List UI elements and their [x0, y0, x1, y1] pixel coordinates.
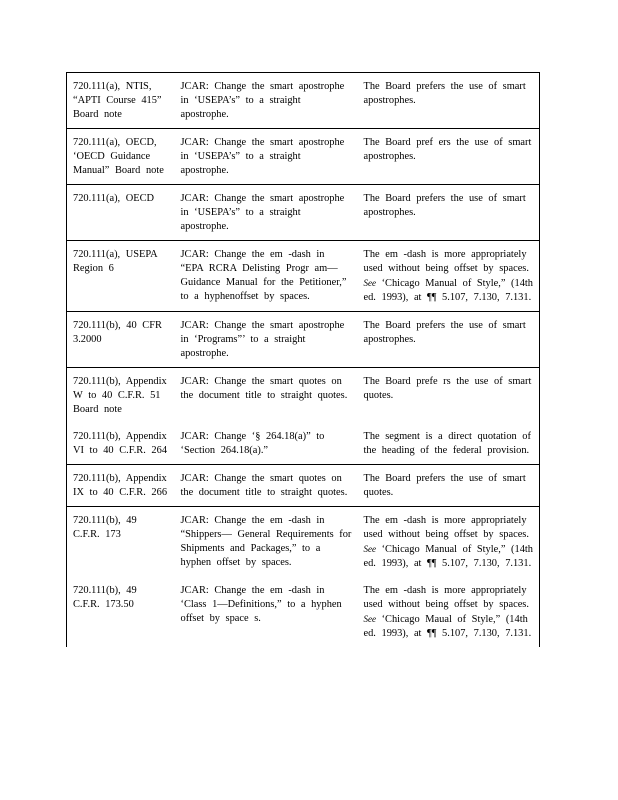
amendments-table	[66, 72, 540, 647]
table-row	[67, 241, 540, 312]
reason-text	[364, 248, 534, 305]
table-row	[67, 465, 540, 507]
section-cell	[67, 423, 175, 465]
section-text: 720.111(b), 49 C.F.R. 173	[73, 515, 137, 540]
see-signal: See	[363, 278, 376, 288]
section-text: 720.111(b), Appendix VI to 40 C.F.R. 264	[73, 431, 168, 456]
change-cell	[175, 368, 358, 424]
section-cell	[67, 577, 175, 647]
reason-cell	[358, 423, 540, 465]
change-cell	[175, 507, 358, 578]
reason-text	[364, 514, 534, 571]
table-row	[67, 129, 540, 185]
section-cell	[67, 312, 175, 368]
see-signal: See	[363, 544, 376, 554]
reason-text	[364, 584, 534, 641]
change-cell	[175, 423, 358, 465]
reason-text-part: ‘Chicago Manual of Style,” (14th ed. 1993), at ¶¶ 5.107, 7.130, 7.131.	[363, 544, 533, 569]
section-text: 720.111(b), Appendix IX to 40 C.F.R. 266	[73, 473, 168, 498]
reason-text-part: The em -dash is more appropriately used without being offset by spaces.	[363, 249, 529, 274]
table-row	[67, 312, 540, 368]
section-cell	[67, 241, 175, 312]
change-cell	[175, 465, 358, 507]
reason-cell	[358, 312, 540, 368]
section-cell	[67, 368, 175, 424]
reason-text: The Board prefe rs the use of smart quotes.	[363, 376, 532, 401]
reason-cell	[358, 368, 540, 424]
reason-text-part: The em -dash is more appropriately used without being offset by spaces.	[363, 585, 529, 610]
section-text: 720.111(b), 40 CFR 3.2000	[73, 320, 162, 345]
change-cell	[175, 185, 358, 241]
table-row	[67, 507, 540, 578]
change-text: JCAR: Change the smart apostrophe in ‘USEPA’s” to a straight apostrophe.	[180, 81, 345, 120]
reason-cell	[358, 465, 540, 507]
change-text: JCAR: Change the smart apostrophe in ‘Programs”’ to a straight apostrophe.	[180, 320, 345, 359]
reason-text: The Board prefers the use of smart apostrophes.	[363, 320, 526, 345]
change-text: JCAR: Change the em -dash in “EPA RCRA Delisting Progr am—Guidance Manual for the Petitioner,” to a hyphenoffset by spaces.	[180, 249, 347, 302]
reason-cell	[358, 185, 540, 241]
reason-text: The Board prefers the use of smart apostrophes.	[363, 193, 526, 218]
section-text: 720.111(a), OECD	[73, 193, 155, 204]
change-text: JCAR: Change the smart quotes on the document title to straight quotes.	[180, 473, 348, 498]
table-row	[67, 368, 540, 424]
change-text: JCAR: Change the smart apostrophe in ‘USEPA’s” to a straight apostrophe.	[180, 193, 345, 232]
section-text: 720.111(a), USEPA Region 6	[73, 249, 158, 274]
section-cell	[67, 465, 175, 507]
section-text: 720.111(b), 49 C.F.R. 173.50	[73, 585, 137, 610]
reason-cell	[358, 577, 540, 647]
section-text: 720.111(a), NTIS, “APTI Course 415” Board note	[73, 81, 162, 120]
change-text: JCAR: Change the em -dash in “Shippers— General Requirements for Shipments and Packages,” to a hyphen offset by spaces.	[180, 515, 352, 568]
section-cell	[67, 129, 175, 185]
reason-text-part: ‘Chicago Manual of Style,” (14th ed. 1993), at ¶¶ 5.107, 7.130, 7.131.	[363, 278, 533, 303]
reason-cell	[358, 241, 540, 312]
reason-text: The Board pref ers the use of smart apostrophes.	[363, 137, 532, 162]
reason-cell	[358, 129, 540, 185]
change-cell	[175, 129, 358, 185]
change-text: JCAR: Change ‘§ 264.18(a)” to ‘Section 264.18(a).”	[180, 431, 325, 456]
reason-text: The Board prefers the use of smart quotes.	[363, 473, 526, 498]
change-text: JCAR: Change the smart quotes on the document title to straight quotes.	[180, 376, 348, 401]
section-text: 720.111(b), Appendix W to 40 C.F.R. 51 Board note	[73, 376, 167, 415]
reason-text: The Board prefers the use of smart apostrophes.	[363, 81, 526, 106]
change-text: JCAR: Change the em -dash in ‘Class 1—Definitions,” to a hyphen offset by space s.	[180, 585, 342, 624]
section-cell	[67, 73, 175, 129]
section-cell	[67, 185, 175, 241]
section-text: 720.111(a), OECD, ‘OECD Guidance Manual” Board note	[73, 137, 164, 176]
reason-text-part: ‘Chicago Maual of Style,” (14th ed. 1993), at ¶¶ 5.107, 7.130, 7.131.	[363, 614, 532, 639]
table-row	[67, 423, 540, 465]
section-cell	[67, 507, 175, 578]
reason-text-part: The em -dash is more appropriately used without being offset by spaces.	[363, 515, 529, 540]
change-cell	[175, 312, 358, 368]
change-cell	[175, 577, 358, 647]
table-row	[67, 185, 540, 241]
reason-cell	[358, 507, 540, 578]
see-signal: See	[363, 614, 376, 624]
reason-text: The segment is a direct quotation of the heading of the federal provision.	[363, 431, 531, 456]
table-row	[67, 577, 540, 647]
reason-cell	[358, 73, 540, 129]
change-cell	[175, 73, 358, 129]
table-row	[67, 73, 540, 129]
change-cell	[175, 241, 358, 312]
change-text: JCAR: Change the smart apostrophe in ‘USEPA’s” to a straight apostrophe.	[180, 137, 345, 176]
